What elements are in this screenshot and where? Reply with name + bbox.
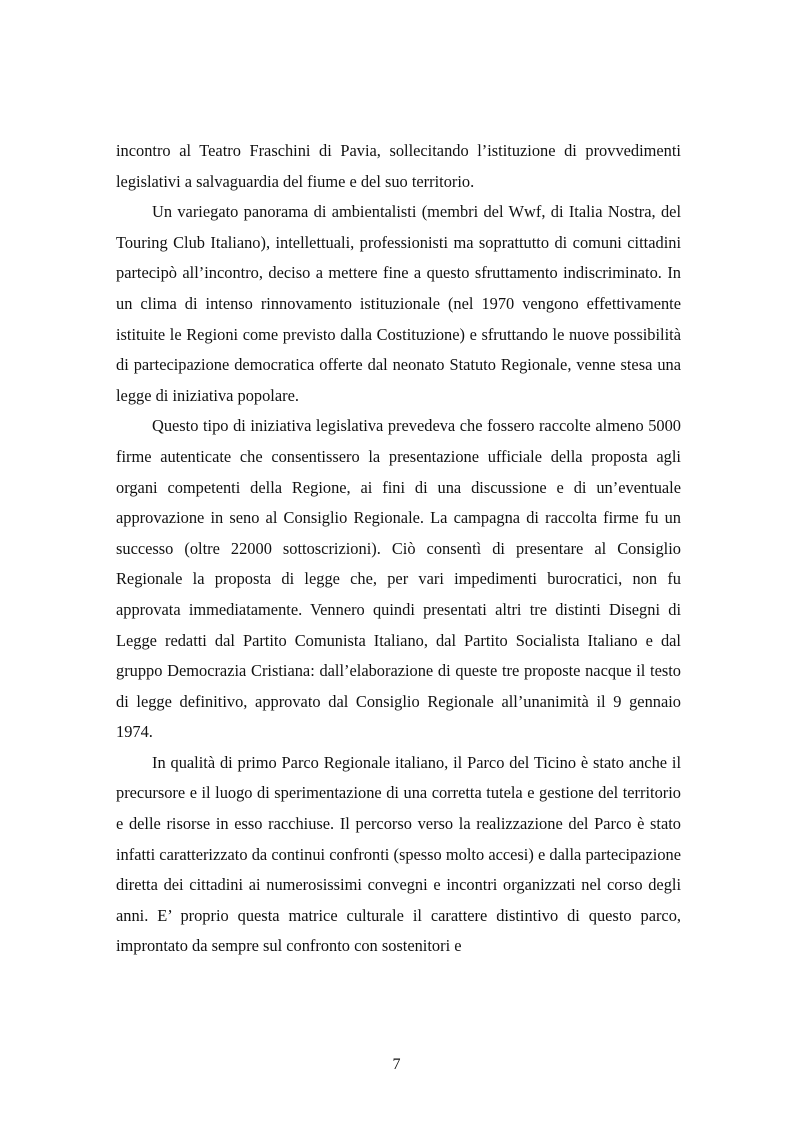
paragraph-4: In qualità di primo Parco Regionale italiano, il Parco del Ticino è stato anche il precursore e il luogo di sperimentazione di una corretta tutela e gestione del territorio e delle risorse in esso racchiuse. Il percorso verso la realizzazione del Parco è stato infatti caratterizzato da continui confronti (spesso molto accesi) e dalla partecipazione diretta dei cittadini ai numerosissimi convegni e incontri organizzati nel corso degli anni. E’ proprio questa matrice culturale il carattere distintivo di questo parco, improntato da sempre sul confronto con sostenitori e — [116, 752, 681, 956]
page-number: 7 — [392, 1056, 401, 1073]
paragraph-2: Un variegato panorama di ambientalisti (membri del Wwf, di Italia Nostra, del Touring Club Italiano), intellettuali, professionisti ma soprattutto di comuni cittadini partecipò all’incontro, deciso a mettere fine a questo sfruttamento indiscriminato. In un clima di intenso rinnovamento istituzionale (nel 1970 vengono effettivamente istituite le Regioni come previsto dalla Costituzione) e sfruttando le nuove possibilità di partecipazione democratica offerte dal neonato Statuto Regionale, venne stesa una legge di iniziativa popolare. — [116, 202, 681, 405]
paragraph-3: Questo tipo di iniziativa legislativa prevedeva che fossero raccolte almeno 5000 firme autenticate che consentissero la presentazione ufficiale della proposta agli organi competenti della Regione, ai fini di una discussione e di un’eventuale approvazione in seno al Consiglio Regionale. La campagna di raccolta firme fu un successo (oltre 22000 sottoscrizioni). Ciò consentì di presentare al Consiglio Regionale la proposta di legge che, per vari impedimenti burocratici, non fu approvata immediatamente. Vennero quindi presentati altri tre distinti Disegni di Legge redatti dal Partito Comunista Italiano, dal Partito Socialista Italiano e dal gruppo Democrazia Cristiana: dall’elaborazione di queste tre proposte nacque il testo di legge definitivo, approvato dal Consiglio Regionale all’unanimità il 9 gennaio 1974. — [116, 416, 681, 742]
document-body — [116, 136, 681, 962]
paragraph-1: incontro al Teatro Fraschini di Pavia, sollecitando l’istituzione di provvedimenti legislativi a salvaguardia del fiume e del suo territorio. — [116, 141, 681, 191]
